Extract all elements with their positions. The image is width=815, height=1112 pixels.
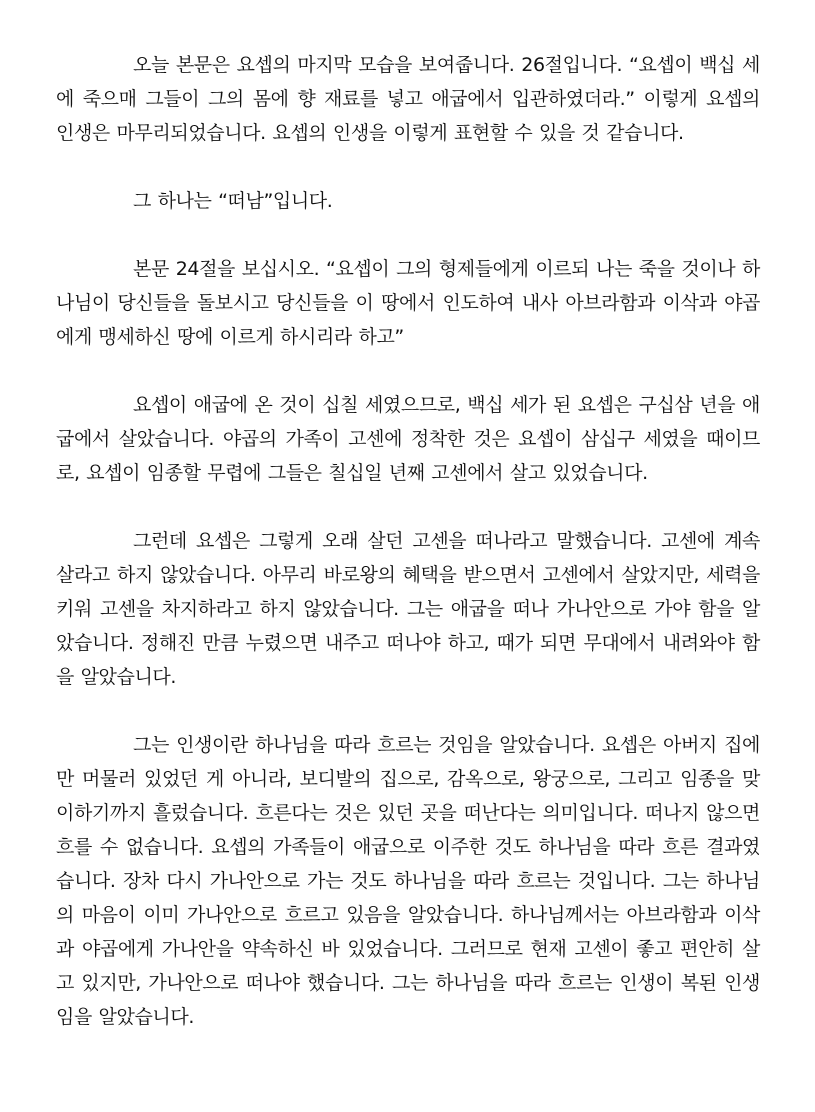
paragraph-years-in-egypt: 요셉이 애굽에 온 것이 십칠 세였으므로, 백십 세가 된 요셉은 구십삼 년을 애굽에서 살았습니다. 야곱의 가족이 고센에 정착한 것은 요셉이 삼십구 세였을 때이므로, 요셉이 임종할 무렵에 그들은 칠십일 년째 고센에서 살고 있었습니다. (56, 394, 760, 484)
paragraph-flowing-life: 그는 인생이란 하나님을 따라 흐르는 것임을 알았습니다. 요셉은 아버지 집에만 머물러 있었던 게 아니라, 보디발의 집으로, 감옥으로, 왕궁으로, 그리고 임종을 맞이하기까지 흘렀습니다. 흐른다는 것은 있던 곳을 떠난다는 의미입니다. 떠나지 않으면 흐를 수 없습니다. 요셉의 가족들이 애굽으로 이주한 것도 하나님을 따라 흐른 결과였습니다. 장차 다시 가나안으로 가는 것도 하나님을 따라 흐르는 것입니다. 그는 하나님의 마음이 이미 가나안으로 흐르고 있음을 알았습니다. 하나님께서는 아브라함과 이삭과 야곱에게 가나안을 약속하신 바 있었습니다. 그러므로 현재 고센이 좋고 편안히 살고 있지만, 가나안으로 떠나야 했습니다. 그는 하나님을 따라 흐르는 인생이 복된 인생임을 알았습니다. (56, 734, 760, 1028)
paragraph-verse-24: 본문 24절을 보십시오. “요셉이 그의 형제들에게 이르되 나는 죽을 것이나 하나님이 당신들을 돌보시고 당신들을 이 땅에서 인도하여 내사 아브라함과 이삭과 야곱에게 맹세하신 땅에 이르게 하시리라 하고” (56, 258, 760, 348)
paragraph-intro: 오늘 본문은 요셉의 마지막 모습을 보여줍니다. 26절입니다. “요셉이 백십 세에 죽으매 그들이 그의 몸에 향 재료를 넣고 애굽에서 입관하였더라.” 이렇게 요셉의 인생은 마무리되었습니다. 요셉의 인생을 이렇게 표현할 수 있을 것 같습니다. (56, 54, 760, 144)
paragraph-leave-goshen: 그런데 요셉은 그렇게 오래 살던 고센을 떠나라고 말했습니다. 고센에 계속 살라고 하지 않았습니다. 아무리 바로왕의 혜택을 받으면서 고센에서 살았지만, 세력을 키워 고센을 차지하라고 하지 않았습니다. 그는 애굽을 떠나 가나안으로 가야 함을 알았습니다. 정해진 만큼 누렸으면 내주고 떠나야 하고, 때가 되면 무대에서 내려와야 함을 알았습니다. (56, 530, 760, 688)
document-body (56, 48, 760, 1034)
paragraph-heading-leaving: 그 하나는 “떠남”입니다. (133, 190, 333, 212)
